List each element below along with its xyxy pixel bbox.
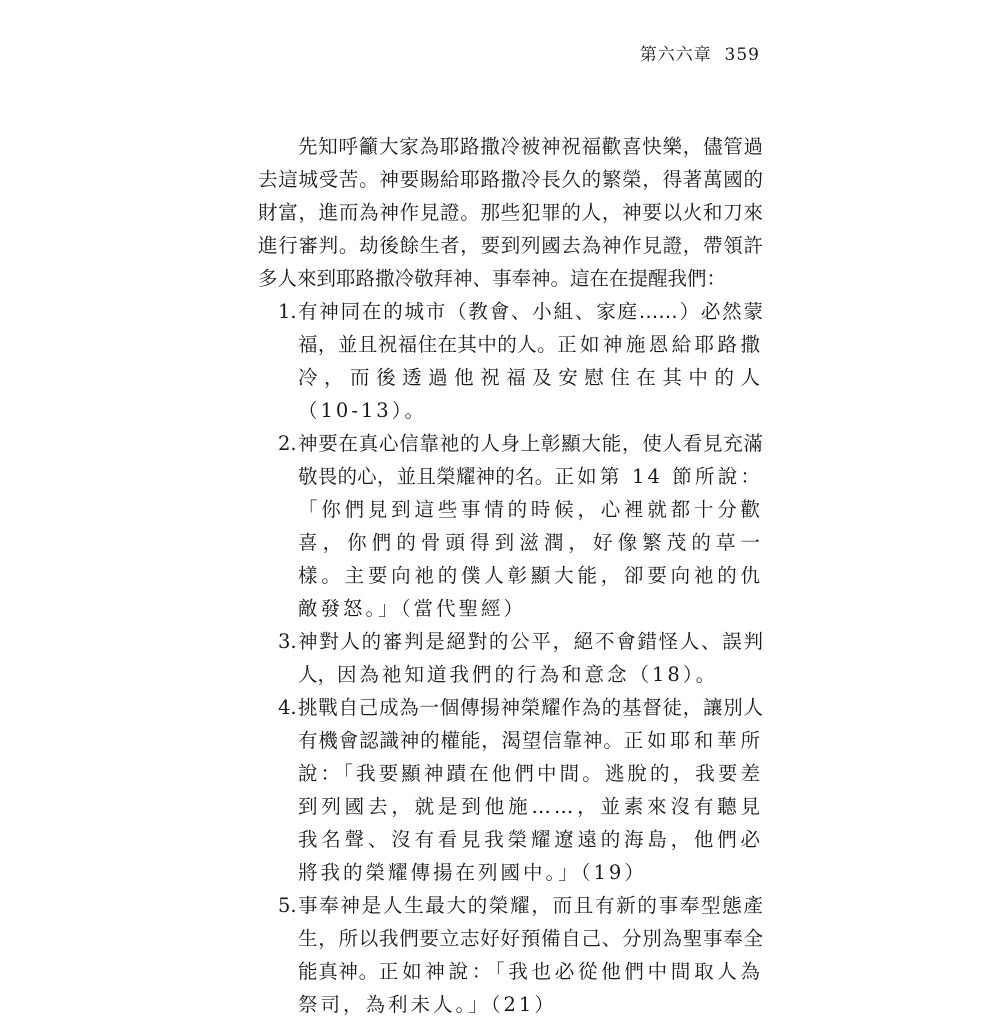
intro-paragraph: 先知呼籲大家為耶路撒冷被神祝福歡喜快樂，儘管過去這城受苦。神要賜給耶路撒冷長久的繁榮，得著萬國的財富，進而為神作見證。那些犯罪的人，神要以火和刀來進行審判。劫後餘生者，要到列國去為神作見證，帶領許多人來到耶路撒冷敬拜神、事奉神。這在在提醒我們：: [258, 135, 763, 290]
list-item: [258, 691, 763, 889]
item-number: 1.: [278, 300, 297, 323]
item-lead: 有神同在的城市（教會、小組、家庭……）必然蒙福，並且祝福住在其中的人。: [298, 300, 763, 356]
item-quote: 正如神施恩給耶路撒冷，而後透過他祝福及安慰住在其中的人（10-13）。: [298, 333, 763, 422]
item-number: 2.: [278, 432, 297, 455]
page-body: [258, 130, 763, 1021]
item-lead: 挑戰自己成為一個傳揚神榮耀作為的基督徒，讓別人有機會認識神的權能，渴望信靠神。: [298, 696, 763, 752]
item-lead: 神要在真心信靠祂的人身上彰顯大能，使人看見充滿敬畏的心，並且榮耀神的名。: [298, 432, 763, 488]
takeaway-list: [258, 295, 763, 1021]
item-quote: 因為祂知道我們的行為和意念（18）。: [337, 663, 719, 686]
item-number: 3.: [278, 630, 297, 653]
item-quote: 正如耶和華所說：「我要顯神蹟在他們中間。逃脫的，我要差到列國去，就是到他施……，並素來沒有聽見我名聲、沒有看見我榮耀遼遠的海島，他們必將我的榮耀傳揚在列國中。」（19）: [298, 729, 763, 884]
chapter-title: 第六六章: [639, 45, 712, 65]
list-item: [258, 427, 763, 625]
item-lead: 事奉神是人生最大的榮耀，而且有新的事奉型態產生，所以我們要立志好好預備自己、分別為聖事奉全能真神。: [298, 894, 763, 983]
item-number: 5.: [278, 894, 297, 917]
item-quote: 正如神說：「我也必從他們中間取人為祭司，為利未人。」（21）: [298, 960, 763, 1016]
list-item: [258, 625, 763, 691]
page-number: 359: [724, 45, 760, 65]
item-quote: 正如第 14 節所說：「你們見到這些事情的時候，心裡就都十分歡喜，你們的骨頭得到滋潤，好像繁茂的草一樣。主要向祂的僕人彰顯大能，卻要向祂的仇敵發怒。」（當代聖經）: [298, 465, 763, 620]
list-item: [258, 889, 763, 1021]
item-number: 4.: [278, 696, 297, 719]
running-header: [640, 40, 760, 65]
item-lead: 神對人的審判是絕對的公平，絕不會錯怪人、誤判人，: [298, 630, 763, 686]
list-item: [258, 295, 763, 427]
